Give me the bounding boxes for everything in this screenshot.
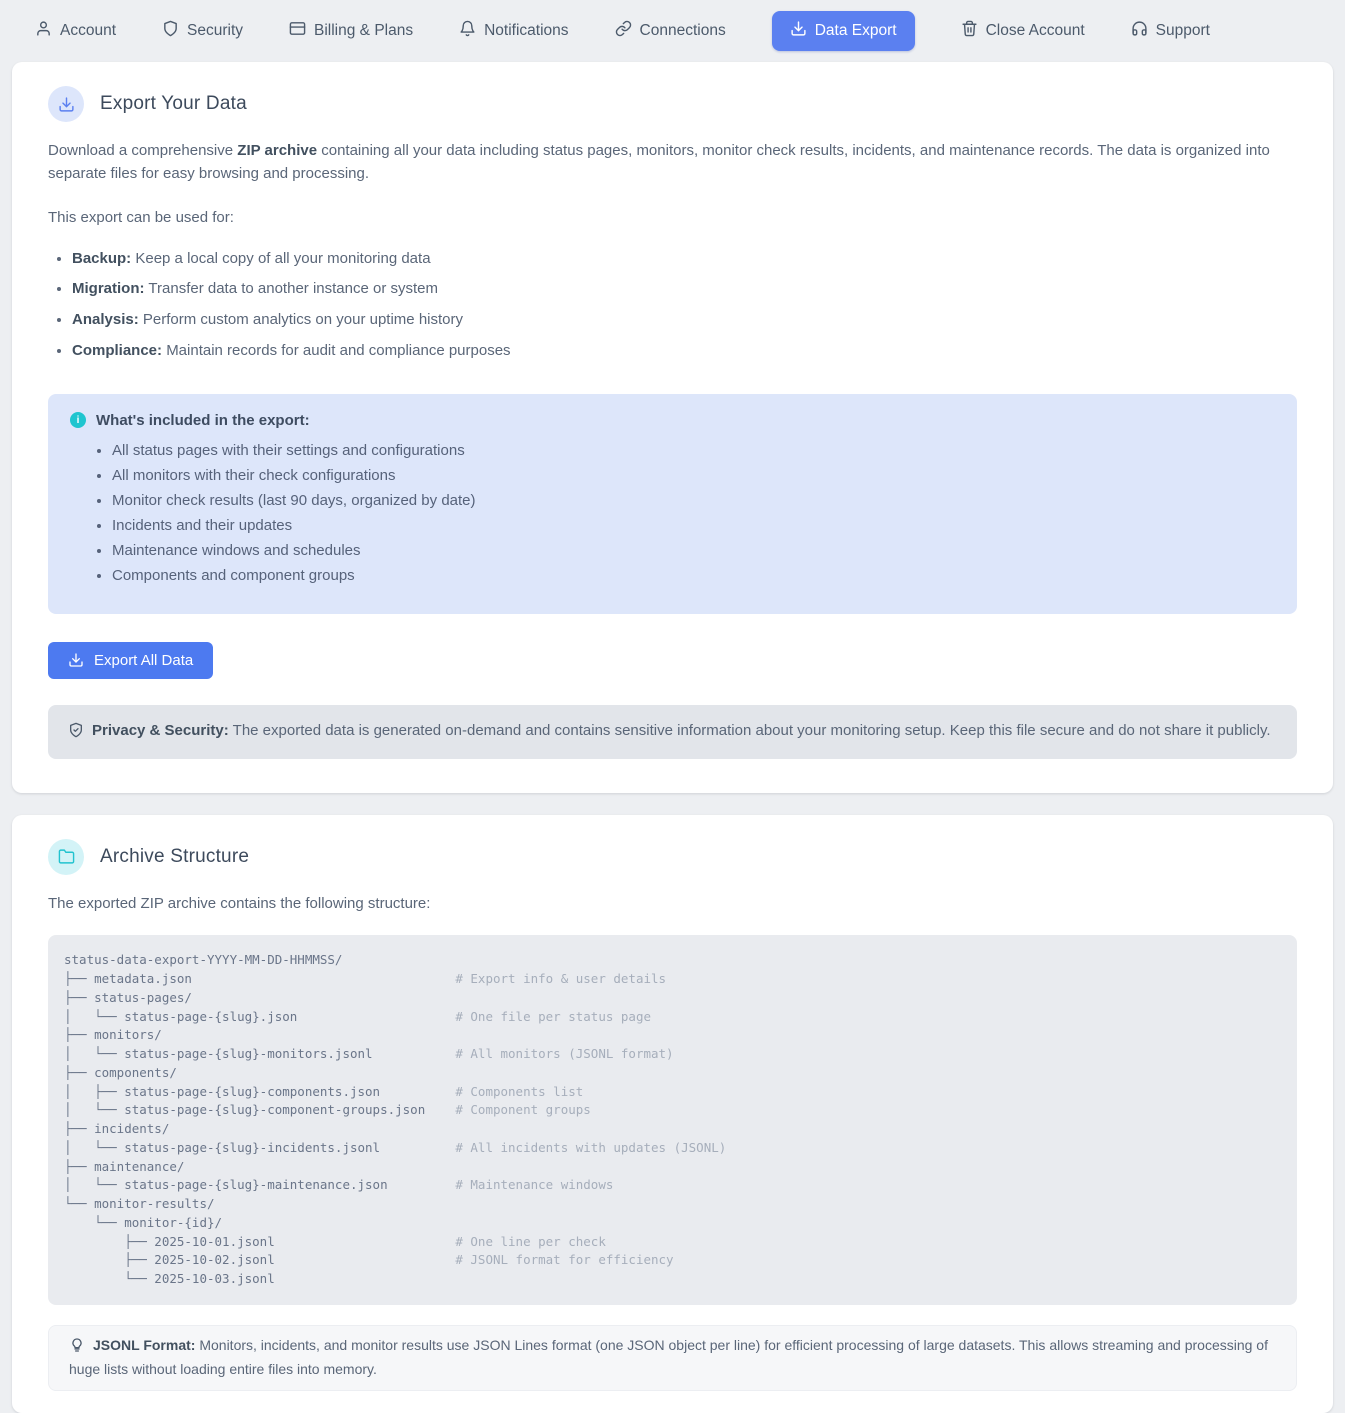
included-item: • All status pages with their settings and configurations: [112, 442, 1275, 459]
archive-structure-card: [12, 815, 1333, 1413]
included-item: • Maintenance windows and schedules: [112, 542, 1275, 559]
tree-line: └── monitor-{id}/: [64, 1214, 223, 1230]
trash-icon: [961, 20, 978, 42]
tree-line: ├── monitors/: [64, 1027, 162, 1043]
tree-line: ├── status-pages/: [64, 989, 192, 1005]
tab-support[interactable]: [1131, 20, 1210, 42]
download-icon: [68, 652, 84, 668]
usage-item: • Backup: Keep a local copy of all your monitoring data: [72, 248, 1297, 270]
included-item: • Components and component groups: [112, 567, 1275, 584]
export-data-card: [12, 62, 1333, 793]
info-icon: i: [70, 412, 86, 428]
tab-label: Data Export: [814, 22, 897, 39]
export-button-label: Export All Data: [94, 651, 194, 669]
tree-line: │ └── status-page-{slug}-maintenance.json # Maintenance windows: [64, 1177, 614, 1193]
export-intro: Download a comprehensive ZIP archive containing all your data including status pages, monitors, monitor check results, incidents, and maintenance records. The data is organized into separate files for easy browsing and processing.: [48, 142, 1270, 182]
headset-icon: [1131, 20, 1148, 42]
tree-line: status-data-export-YYYY-MM-DD-HHMMSS/: [64, 952, 343, 968]
usage-item: • Compliance: Maintain records for audit and compliance purposes: [72, 340, 1297, 362]
privacy-security-note: [48, 705, 1297, 759]
usage-list: [48, 248, 1297, 362]
usage-item: • Migration: Transfer data to another instance or system: [72, 278, 1297, 300]
tree-line: ├── 2025-10-01.jsonl # One line per check: [64, 1233, 606, 1249]
tab-notifications[interactable]: [459, 20, 568, 42]
tab-label: Support: [1155, 22, 1210, 39]
tree-line: ├── 2025-10-02.jsonl # JSONL format for efficiency: [64, 1252, 674, 1268]
included-item: • Incidents and their updates: [112, 517, 1275, 534]
tab-label: Billing & Plans: [314, 22, 414, 39]
tab-connections[interactable]: [615, 20, 726, 42]
included-item: • Monitor check results (last 90 days, organized by date): [112, 492, 1275, 509]
export-card-title: Export Your Data: [100, 93, 247, 114]
usage-heading: This export can be used for:: [48, 209, 234, 226]
privacy-note-text: The exported data is generated on-demand and contains sensitive information about your monitoring setup. Keep this file secure and do not share it publicly.: [232, 721, 1271, 739]
link-icon: [615, 20, 632, 42]
archive-card-header: [48, 839, 1297, 875]
settings-tab-bar: [0, 0, 1345, 62]
privacy-note-label: Privacy & Security:: [92, 721, 229, 739]
tree-line: │ ├── status-page-{slug}-components.json # Components list: [64, 1083, 584, 1099]
whats-included-heading: What's included in the export:: [96, 411, 310, 429]
archive-intro: The exported ZIP archive contains the following structure:: [48, 894, 431, 912]
whats-included-box: [48, 394, 1297, 614]
tree-line: ├── maintenance/: [64, 1158, 185, 1174]
included-item: • All monitors with their check configurations: [112, 467, 1275, 484]
tree-line: ├── metadata.json # Export info & user details: [64, 971, 667, 986]
tab-label: Account: [60, 22, 117, 39]
folder-icon: [48, 839, 84, 875]
tree-line: └── 2025-10-03.jsonl: [64, 1271, 275, 1286]
tab-data-export[interactable]: [772, 11, 915, 51]
tree-line: └── monitor-results/: [64, 1196, 215, 1211]
tree-line: │ └── status-page-{slug}-component-groups.json # Component groups: [64, 1102, 591, 1118]
jsonl-format-note: [48, 1325, 1297, 1391]
tree-line: │ └── status-page-{slug}-incidents.jsonl # All incidents with updates (JSONL): [64, 1139, 727, 1155]
lightbulb-icon: [69, 1340, 85, 1356]
whats-included-list: [70, 442, 1275, 584]
tab-label: Connections: [639, 22, 726, 39]
tab-billing-plans[interactable]: [289, 20, 413, 42]
tree-line: │ └── status-page-{slug}-monitors.jsonl # All monitors (JSONL format): [64, 1046, 674, 1061]
archive-tree: [48, 935, 1297, 1305]
user-icon: [35, 20, 52, 42]
download-circle-icon: [48, 86, 84, 122]
tab-close-account[interactable]: [961, 20, 1085, 42]
tab-label: Security: [187, 22, 244, 39]
bell-icon: [459, 20, 476, 42]
tree-line: ├── incidents/: [64, 1121, 170, 1136]
download-icon: [790, 20, 807, 42]
shield-check-icon: [68, 725, 84, 742]
export-card-header: [48, 86, 1297, 122]
tab-label: Notifications: [484, 22, 569, 39]
tab-account[interactable]: [35, 20, 116, 42]
jsonl-note-text: Monitors, incidents, and monitor results use JSON Lines format (one JSON object per line) for efficient processing of large datasets. This allows streaming and processing of huge lists without loading entire files into memory.: [69, 1336, 1268, 1378]
tab-label: Close Account: [985, 22, 1085, 39]
tab-security[interactable]: [162, 20, 243, 42]
tree-line: ├── components/: [64, 1064, 177, 1080]
credit-card-icon: [289, 20, 306, 42]
usage-item: • Analysis: Perform custom analytics on your uptime history: [72, 309, 1297, 331]
shield-icon: [162, 20, 179, 42]
tree-line: │ └── status-page-{slug}.json # One file per status page: [64, 1008, 652, 1024]
export-all-data-button[interactable]: [48, 642, 213, 679]
archive-card-title: Archive Structure: [100, 845, 250, 867]
whats-included-heading-row: [70, 412, 1275, 429]
jsonl-note-label: JSONL Format:: [93, 1336, 196, 1353]
